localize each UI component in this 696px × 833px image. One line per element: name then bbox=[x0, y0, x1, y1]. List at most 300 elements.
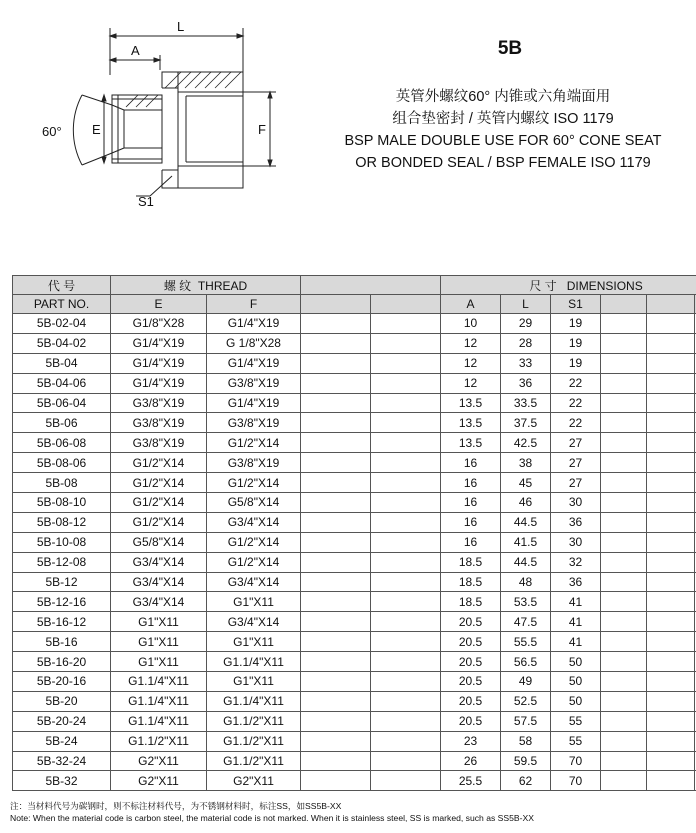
cell-dim-a: 20.5 bbox=[441, 632, 501, 652]
cell-empty bbox=[371, 353, 441, 373]
cell-empty bbox=[301, 691, 371, 711]
cell-empty bbox=[647, 333, 695, 353]
cell-empty bbox=[647, 592, 695, 612]
cell-dim-a: 18.5 bbox=[441, 552, 501, 572]
cell-empty bbox=[371, 373, 441, 393]
table-row bbox=[13, 453, 696, 473]
header-s1: S1 bbox=[551, 295, 601, 314]
cell-empty bbox=[371, 314, 441, 334]
cell-dim-l: 62 bbox=[501, 771, 551, 791]
cell-empty bbox=[371, 512, 441, 532]
cell-dim-s1: 41 bbox=[551, 612, 601, 632]
cell-thread-f: G1"X11 bbox=[207, 672, 301, 692]
cell-empty bbox=[301, 333, 371, 353]
cell-thread-f: G5/8"X14 bbox=[207, 493, 301, 513]
cell-empty bbox=[647, 751, 695, 771]
cell-thread-e: G1/2"X14 bbox=[111, 473, 207, 493]
cell-empty bbox=[647, 512, 695, 532]
cell-part-no: 5B-12-08 bbox=[13, 552, 111, 572]
cell-dim-s1: 70 bbox=[551, 771, 601, 791]
cell-dim-l: 33.5 bbox=[501, 393, 551, 413]
header-empty-1 bbox=[301, 295, 371, 314]
cell-dim-a: 16 bbox=[441, 453, 501, 473]
cell-empty bbox=[601, 731, 647, 751]
table-row bbox=[13, 612, 696, 632]
cell-empty bbox=[371, 433, 441, 453]
header-blank bbox=[301, 276, 441, 295]
cell-empty bbox=[371, 612, 441, 632]
cell-thread-f: G3/4"X14 bbox=[207, 572, 301, 592]
cell-empty bbox=[371, 473, 441, 493]
cell-empty bbox=[301, 473, 371, 493]
cell-dim-a: 25.5 bbox=[441, 771, 501, 791]
cell-dim-a: 16 bbox=[441, 512, 501, 532]
cell-dim-l: 47.5 bbox=[501, 612, 551, 632]
cell-dim-l: 41.5 bbox=[501, 532, 551, 552]
cell-empty bbox=[301, 711, 371, 731]
cell-thread-e: G3/4"X14 bbox=[111, 572, 207, 592]
cell-part-no: 5B-04-06 bbox=[13, 373, 111, 393]
cell-empty bbox=[371, 413, 441, 433]
cell-part-no: 5B-08 bbox=[13, 473, 111, 493]
cell-dim-l: 45 bbox=[501, 473, 551, 493]
cell-empty bbox=[647, 453, 695, 473]
cell-empty bbox=[601, 771, 647, 791]
cell-empty bbox=[601, 552, 647, 572]
cell-empty bbox=[601, 592, 647, 612]
cell-dim-s1: 36 bbox=[551, 572, 601, 592]
cell-thread-f: G1/2"X14 bbox=[207, 473, 301, 493]
table-row bbox=[13, 672, 696, 692]
cell-part-no: 5B-08-10 bbox=[13, 493, 111, 513]
cell-empty bbox=[647, 493, 695, 513]
cell-part-no: 5B-16-12 bbox=[13, 612, 111, 632]
table-row bbox=[13, 572, 696, 592]
cell-empty bbox=[301, 771, 371, 791]
cell-dim-s1: 19 bbox=[551, 314, 601, 334]
cell-empty bbox=[301, 672, 371, 692]
cell-empty bbox=[647, 393, 695, 413]
cell-dim-l: 28 bbox=[501, 333, 551, 353]
cell-empty bbox=[601, 632, 647, 652]
cell-empty bbox=[647, 552, 695, 572]
cell-dim-s1: 22 bbox=[551, 373, 601, 393]
cell-dim-s1: 27 bbox=[551, 433, 601, 453]
cell-empty bbox=[647, 353, 695, 373]
table-row bbox=[13, 532, 696, 552]
cell-empty bbox=[371, 731, 441, 751]
cell-dim-a: 20.5 bbox=[441, 612, 501, 632]
cell-dim-s1: 27 bbox=[551, 453, 601, 473]
cell-dim-l: 58 bbox=[501, 731, 551, 751]
cell-thread-e: G5/8"X14 bbox=[111, 532, 207, 552]
cell-empty bbox=[647, 652, 695, 672]
cell-dim-s1: 41 bbox=[551, 632, 601, 652]
cell-empty bbox=[371, 453, 441, 473]
cell-part-no: 5B-04 bbox=[13, 353, 111, 373]
header-empty-2 bbox=[371, 295, 441, 314]
cell-dim-a: 20.5 bbox=[441, 672, 501, 692]
cell-dim-s1: 22 bbox=[551, 413, 601, 433]
cell-empty bbox=[601, 652, 647, 672]
header-empty-3 bbox=[601, 295, 647, 314]
cell-empty bbox=[647, 532, 695, 552]
cell-dim-a: 12 bbox=[441, 333, 501, 353]
cell-empty bbox=[371, 771, 441, 791]
cell-empty bbox=[371, 532, 441, 552]
cell-empty bbox=[371, 652, 441, 672]
cell-thread-f: G1/4"X19 bbox=[207, 314, 301, 334]
table-row bbox=[13, 433, 696, 453]
header-row-2 bbox=[13, 295, 696, 314]
cell-empty bbox=[301, 493, 371, 513]
header-e: E bbox=[111, 295, 207, 314]
cell-thread-f: G1.1/4"X11 bbox=[207, 652, 301, 672]
cell-empty bbox=[647, 473, 695, 493]
cell-dim-a: 13.5 bbox=[441, 413, 501, 433]
cell-dim-l: 44.5 bbox=[501, 552, 551, 572]
cell-thread-e: G3/4"X14 bbox=[111, 552, 207, 572]
cell-empty bbox=[371, 393, 441, 413]
cell-empty bbox=[601, 433, 647, 453]
cell-thread-f: G2"X11 bbox=[207, 771, 301, 791]
cell-empty bbox=[647, 572, 695, 592]
cell-thread-f: G3/8"X19 bbox=[207, 453, 301, 473]
cell-empty bbox=[301, 632, 371, 652]
table-row bbox=[13, 333, 696, 353]
description-cn-line1: 英管外螺纹60° 内锥或六角端面用 bbox=[395, 89, 611, 105]
cell-dim-l: 46 bbox=[501, 493, 551, 513]
cell-dim-s1: 70 bbox=[551, 751, 601, 771]
cell-thread-e: G3/4"X14 bbox=[111, 592, 207, 612]
cell-empty bbox=[647, 433, 695, 453]
cell-dim-l: 44.5 bbox=[501, 512, 551, 532]
cell-part-no: 5B-20-16 bbox=[13, 672, 111, 692]
table-row bbox=[13, 512, 696, 532]
cell-dim-a: 13.5 bbox=[441, 433, 501, 453]
cell-dim-s1: 22 bbox=[551, 393, 601, 413]
cell-empty bbox=[301, 314, 371, 334]
cell-dim-s1: 30 bbox=[551, 493, 601, 513]
cell-part-no: 5B-04-02 bbox=[13, 333, 111, 353]
cell-part-no: 5B-16 bbox=[13, 632, 111, 652]
header-a: A bbox=[441, 295, 501, 314]
header-thread-cn: 螺 纹 bbox=[163, 278, 192, 293]
cell-empty bbox=[371, 592, 441, 612]
model-title: 5B bbox=[497, 38, 523, 59]
cell-empty bbox=[301, 532, 371, 552]
dim-l-label: L bbox=[177, 19, 185, 34]
cell-thread-e: G1/2"X14 bbox=[111, 453, 207, 473]
cell-dim-a: 13.5 bbox=[441, 393, 501, 413]
cell-empty bbox=[647, 691, 695, 711]
cell-empty bbox=[647, 373, 695, 393]
cell-thread-e: G1/2"X14 bbox=[111, 512, 207, 532]
cell-empty bbox=[601, 393, 647, 413]
cell-thread-f: G1"X11 bbox=[207, 632, 301, 652]
product-description bbox=[318, 86, 688, 174]
cell-part-no: 5B-24 bbox=[13, 731, 111, 751]
cell-empty bbox=[371, 632, 441, 652]
cell-empty bbox=[601, 612, 647, 632]
header-f: F bbox=[207, 295, 301, 314]
cell-dim-l: 55.5 bbox=[501, 632, 551, 652]
cell-empty bbox=[301, 433, 371, 453]
cell-part-no: 5B-16-20 bbox=[13, 652, 111, 672]
cell-dim-s1: 55 bbox=[551, 711, 601, 731]
cell-empty bbox=[601, 373, 647, 393]
cell-empty bbox=[601, 751, 647, 771]
cell-empty bbox=[601, 353, 647, 373]
header-thread bbox=[111, 276, 301, 295]
cell-dim-l: 33 bbox=[501, 353, 551, 373]
s1-label: S1 bbox=[138, 194, 154, 209]
cell-dim-a: 16 bbox=[441, 473, 501, 493]
cell-empty bbox=[647, 771, 695, 791]
cell-dim-a: 26 bbox=[441, 751, 501, 771]
cell-part-no: 5B-12 bbox=[13, 572, 111, 592]
cell-dim-s1: 36 bbox=[551, 512, 601, 532]
cell-empty bbox=[371, 552, 441, 572]
cell-empty bbox=[601, 512, 647, 532]
cell-thread-e: G1/4"X19 bbox=[111, 373, 207, 393]
cell-dim-l: 57.5 bbox=[501, 711, 551, 731]
cell-dim-l: 48 bbox=[501, 572, 551, 592]
cell-dim-s1: 19 bbox=[551, 353, 601, 373]
cell-dim-l: 53.5 bbox=[501, 592, 551, 612]
cell-part-no: 5B-08-06 bbox=[13, 453, 111, 473]
dim-f-label: F bbox=[258, 122, 266, 137]
cell-empty bbox=[647, 314, 695, 334]
header-part-no: PART NO. bbox=[13, 295, 111, 314]
cell-dim-a: 16 bbox=[441, 532, 501, 552]
cell-part-no: 5B-06-08 bbox=[13, 433, 111, 453]
table-row bbox=[13, 691, 696, 711]
cell-empty bbox=[647, 632, 695, 652]
cell-empty bbox=[601, 473, 647, 493]
cell-dim-l: 29 bbox=[501, 314, 551, 334]
cell-thread-e: G1.1/4"X11 bbox=[111, 691, 207, 711]
cell-part-no: 5B-02-04 bbox=[13, 314, 111, 334]
cell-thread-f: G1.1/2"X11 bbox=[207, 711, 301, 731]
cell-thread-f: G3/4"X14 bbox=[207, 512, 301, 532]
table-row bbox=[13, 393, 696, 413]
cell-empty bbox=[647, 413, 695, 433]
cell-dim-s1: 19 bbox=[551, 333, 601, 353]
cell-thread-e: G1/4"X19 bbox=[111, 353, 207, 373]
cell-empty bbox=[301, 413, 371, 433]
cell-dim-a: 20.5 bbox=[441, 691, 501, 711]
header-dims-en: DIMENSIONS bbox=[566, 278, 643, 293]
cell-thread-e: G2"X11 bbox=[111, 771, 207, 791]
header-empty-4 bbox=[647, 295, 695, 314]
cell-dim-l: 56.5 bbox=[501, 652, 551, 672]
cell-empty bbox=[601, 691, 647, 711]
cell-thread-f: G1/4"X19 bbox=[207, 353, 301, 373]
cell-thread-f: G1.1/2"X11 bbox=[207, 731, 301, 751]
cell-part-no: 5B-08-12 bbox=[13, 512, 111, 532]
cell-empty bbox=[371, 711, 441, 731]
cell-part-no: 5B-06-04 bbox=[13, 393, 111, 413]
cell-thread-e: G1"X11 bbox=[111, 612, 207, 632]
cell-dim-a: 10 bbox=[441, 314, 501, 334]
cell-thread-e: G1"X11 bbox=[111, 652, 207, 672]
cell-thread-f: G1"X11 bbox=[207, 592, 301, 612]
cell-dim-a: 12 bbox=[441, 353, 501, 373]
cell-dim-a: 18.5 bbox=[441, 592, 501, 612]
cell-thread-f: G3/4"X14 bbox=[207, 612, 301, 632]
cell-empty bbox=[301, 652, 371, 672]
spec-table bbox=[12, 275, 696, 791]
cell-dim-l: 36 bbox=[501, 373, 551, 393]
angle-label: 60° bbox=[42, 124, 62, 139]
cell-dim-a: 18.5 bbox=[441, 572, 501, 592]
cell-dim-s1: 41 bbox=[551, 592, 601, 612]
cell-part-no: 5B-12-16 bbox=[13, 592, 111, 612]
cell-empty bbox=[647, 711, 695, 731]
header-code-cn: 代 号 bbox=[13, 276, 111, 295]
cell-thread-f: G1/2"X14 bbox=[207, 433, 301, 453]
cell-thread-e: G3/8"X19 bbox=[111, 413, 207, 433]
cell-empty bbox=[601, 711, 647, 731]
cell-thread-e: G3/8"X19 bbox=[111, 393, 207, 413]
cell-dim-s1: 50 bbox=[551, 691, 601, 711]
table-row bbox=[13, 632, 696, 652]
cell-empty bbox=[371, 572, 441, 592]
cell-part-no: 5B-20-24 bbox=[13, 711, 111, 731]
note-cn: 注：当材料代号为碳钢时，则不标注材料代号，为不锈钢材料时，标注SS，如SS5B-XX bbox=[10, 801, 342, 811]
cell-thread-e: G1.1/4"X11 bbox=[111, 672, 207, 692]
cell-empty bbox=[301, 393, 371, 413]
cell-empty bbox=[601, 572, 647, 592]
header-dimensions bbox=[441, 276, 696, 295]
cell-empty bbox=[301, 731, 371, 751]
cell-thread-f: G1.1/4"X11 bbox=[207, 691, 301, 711]
cell-dim-s1: 50 bbox=[551, 652, 601, 672]
cell-thread-e: G1.1/2"X11 bbox=[111, 731, 207, 751]
cell-empty bbox=[371, 493, 441, 513]
table-row bbox=[13, 413, 696, 433]
cell-empty bbox=[371, 751, 441, 771]
cell-empty bbox=[601, 333, 647, 353]
table-row bbox=[13, 473, 696, 493]
cell-part-no: 5B-06 bbox=[13, 413, 111, 433]
cell-thread-f: G1/4"X19 bbox=[207, 393, 301, 413]
cell-empty bbox=[601, 314, 647, 334]
note-en: Note: When the material code is carbon steel, the material code is not marked. When it is stainless steel, SS is marked, such as SS5B-XX bbox=[10, 813, 534, 823]
header-row-1 bbox=[13, 276, 696, 295]
cell-thread-e: G1.1/4"X11 bbox=[111, 711, 207, 731]
cell-dim-a: 12 bbox=[441, 373, 501, 393]
cell-part-no: 5B-10-08 bbox=[13, 532, 111, 552]
dim-e-label: E bbox=[92, 122, 101, 137]
cell-dim-a: 16 bbox=[441, 493, 501, 513]
cell-empty bbox=[601, 453, 647, 473]
cell-empty bbox=[301, 612, 371, 632]
cell-dim-l: 49 bbox=[501, 672, 551, 692]
description-en-line1: BSP MALE DOUBLE USE FOR 60° CONE SEAT bbox=[344, 133, 662, 149]
cell-dim-a: 20.5 bbox=[441, 652, 501, 672]
header-l: L bbox=[501, 295, 551, 314]
cell-thread-f: G1/2"X14 bbox=[207, 532, 301, 552]
cell-empty bbox=[301, 453, 371, 473]
cell-dim-l: 59.5 bbox=[501, 751, 551, 771]
cell-empty bbox=[371, 672, 441, 692]
cell-thread-f: G3/8"X19 bbox=[207, 373, 301, 393]
cell-empty bbox=[601, 493, 647, 513]
table-row bbox=[13, 314, 696, 334]
cell-thread-e: G1"X11 bbox=[111, 632, 207, 652]
cell-empty bbox=[301, 373, 371, 393]
cell-empty bbox=[601, 672, 647, 692]
cell-dim-a: 23 bbox=[441, 731, 501, 751]
cell-dim-s1: 55 bbox=[551, 731, 601, 751]
cell-empty bbox=[601, 532, 647, 552]
cell-thread-f: G1/2"X14 bbox=[207, 552, 301, 572]
cell-empty bbox=[601, 413, 647, 433]
cell-dim-s1: 32 bbox=[551, 552, 601, 572]
cell-empty bbox=[371, 691, 441, 711]
table-row bbox=[13, 493, 696, 513]
cell-empty bbox=[301, 751, 371, 771]
cell-dim-l: 52.5 bbox=[501, 691, 551, 711]
description-en-line2: OR BONDED SEAL / BSP FEMALE ISO 1179 bbox=[355, 155, 651, 171]
notes bbox=[10, 800, 534, 824]
cell-empty bbox=[647, 731, 695, 751]
cell-dim-a: 20.5 bbox=[441, 711, 501, 731]
cell-thread-f: G3/8"X19 bbox=[207, 413, 301, 433]
cell-thread-e: G2"X11 bbox=[111, 751, 207, 771]
cell-dim-l: 37.5 bbox=[501, 413, 551, 433]
table-row bbox=[13, 353, 696, 373]
cell-empty bbox=[301, 572, 371, 592]
table-row bbox=[13, 552, 696, 572]
cell-dim-l: 42.5 bbox=[501, 433, 551, 453]
table-row bbox=[13, 751, 696, 771]
header-thread-en: THREAD bbox=[197, 278, 248, 293]
cell-empty bbox=[647, 612, 695, 632]
dim-a-label: A bbox=[131, 43, 140, 58]
fitting-drawing bbox=[0, 0, 320, 240]
table-row bbox=[13, 592, 696, 612]
header-dims-cn: 尺 寸 bbox=[529, 278, 557, 293]
cell-part-no: 5B-32 bbox=[13, 771, 111, 791]
table-row bbox=[13, 652, 696, 672]
cell-dim-s1: 30 bbox=[551, 532, 601, 552]
cell-empty bbox=[301, 552, 371, 572]
cell-thread-e: G1/4"X19 bbox=[111, 333, 207, 353]
table-row bbox=[13, 373, 696, 393]
table-row bbox=[13, 771, 696, 791]
table-row bbox=[13, 731, 696, 751]
cell-part-no: 5B-32-24 bbox=[13, 751, 111, 771]
cell-empty bbox=[301, 353, 371, 373]
cell-empty bbox=[371, 333, 441, 353]
cell-thread-e: G1/2"X14 bbox=[111, 493, 207, 513]
cell-empty bbox=[301, 512, 371, 532]
cell-thread-f: G1.1/2"X11 bbox=[207, 751, 301, 771]
cell-part-no: 5B-20 bbox=[13, 691, 111, 711]
cell-empty bbox=[301, 592, 371, 612]
table-row bbox=[13, 711, 696, 731]
description-cn-line2: 组合垫密封 / 英管内螺纹 ISO 1179 bbox=[392, 111, 614, 127]
cell-thread-f: G 1/8"X28 bbox=[207, 333, 301, 353]
cell-empty bbox=[647, 672, 695, 692]
cell-dim-l: 38 bbox=[501, 453, 551, 473]
cell-thread-e: G1/8"X28 bbox=[111, 314, 207, 334]
cell-dim-s1: 27 bbox=[551, 473, 601, 493]
cell-dim-s1: 50 bbox=[551, 672, 601, 692]
